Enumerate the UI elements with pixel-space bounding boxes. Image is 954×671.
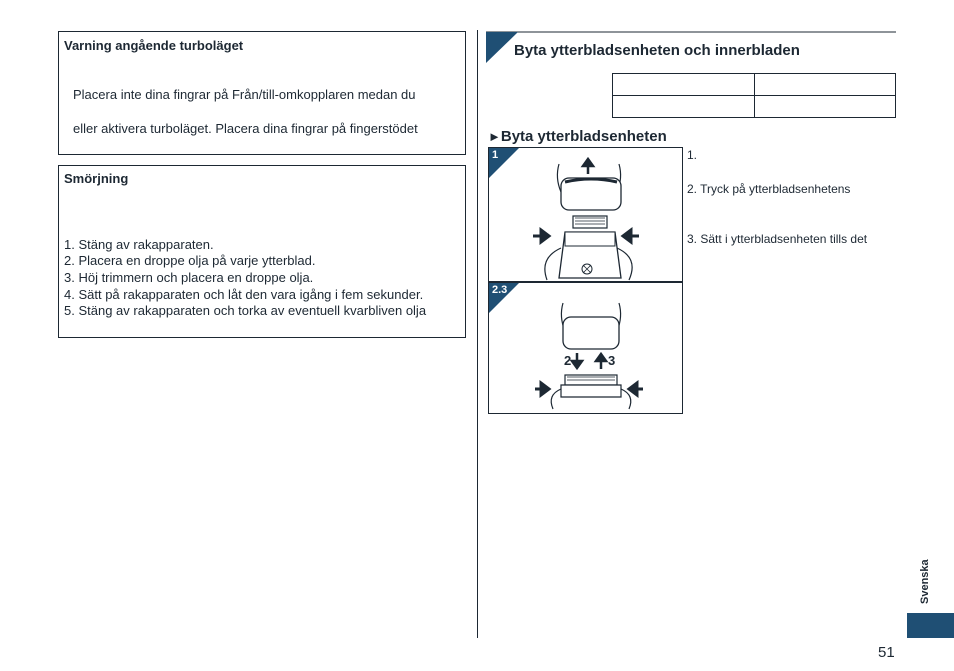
- table-cell: [754, 96, 896, 118]
- instruction-step: 1.: [687, 148, 698, 162]
- table-cell: [613, 74, 755, 96]
- subsection-title: [488, 128, 667, 145]
- figure-step-1: [488, 147, 683, 282]
- instruction-step: 3. Sätt i ytterbladsenheten tills det: [687, 232, 868, 246]
- language-color-bar: [907, 613, 954, 638]
- parts-table: [612, 73, 896, 118]
- figure-step-2-3: [488, 282, 683, 414]
- pointer-arrow-icon: ►: [488, 129, 501, 144]
- figure-badge-label: 2.3: [492, 284, 508, 296]
- lubrication-step: 3. Höj trimmern och placera en droppe olja.: [64, 270, 314, 285]
- table-cell: [754, 74, 896, 96]
- language-tab: [906, 552, 954, 612]
- step-3-label: 3: [608, 353, 616, 368]
- table-row: [613, 96, 896, 118]
- subsection-title-text: Byta ytterbladsenheten: [500, 128, 667, 145]
- frame-attach-illustration: [489, 283, 682, 413]
- table-row: [613, 74, 896, 96]
- step-2-label: 2: [564, 353, 572, 368]
- warning-box: [58, 31, 466, 155]
- section-title: Byta ytterbladsenheten och innerbladen: [514, 42, 800, 59]
- lubrication-step: 2. Placera en droppe olja på varje ytterblad.: [64, 253, 316, 268]
- page-number: 51: [878, 644, 895, 661]
- warning-line: eller aktivera turboläget. Placera dina fingrar på fingerstödet: [73, 121, 418, 136]
- instruction-step: 2. Tryck på ytterbladsenhetens: [687, 182, 851, 196]
- language-label: Svenska: [919, 559, 931, 604]
- warning-title: Varning angående turboläget: [64, 38, 244, 53]
- lubrication-title: Smörjning: [64, 171, 129, 186]
- warning-line: Placera inte dina fingrar på Från/till-omkopplaren medan du: [73, 87, 416, 102]
- shaver-head-illustration: [489, 148, 682, 281]
- column-divider: [477, 30, 478, 638]
- lubrication-step: 1. Stäng av rakapparaten.: [64, 237, 214, 252]
- lubrication-step: 5. Stäng av rakapparaten och torka av eventuell kvarbliven olja: [64, 303, 427, 318]
- lubrication-step: 4. Sätt på rakapparaten och låt den vara igång i fem sekunder.: [64, 287, 424, 302]
- lubrication-box: [58, 165, 466, 338]
- table-cell: [613, 96, 755, 118]
- figure-badge-label: 1: [492, 149, 499, 161]
